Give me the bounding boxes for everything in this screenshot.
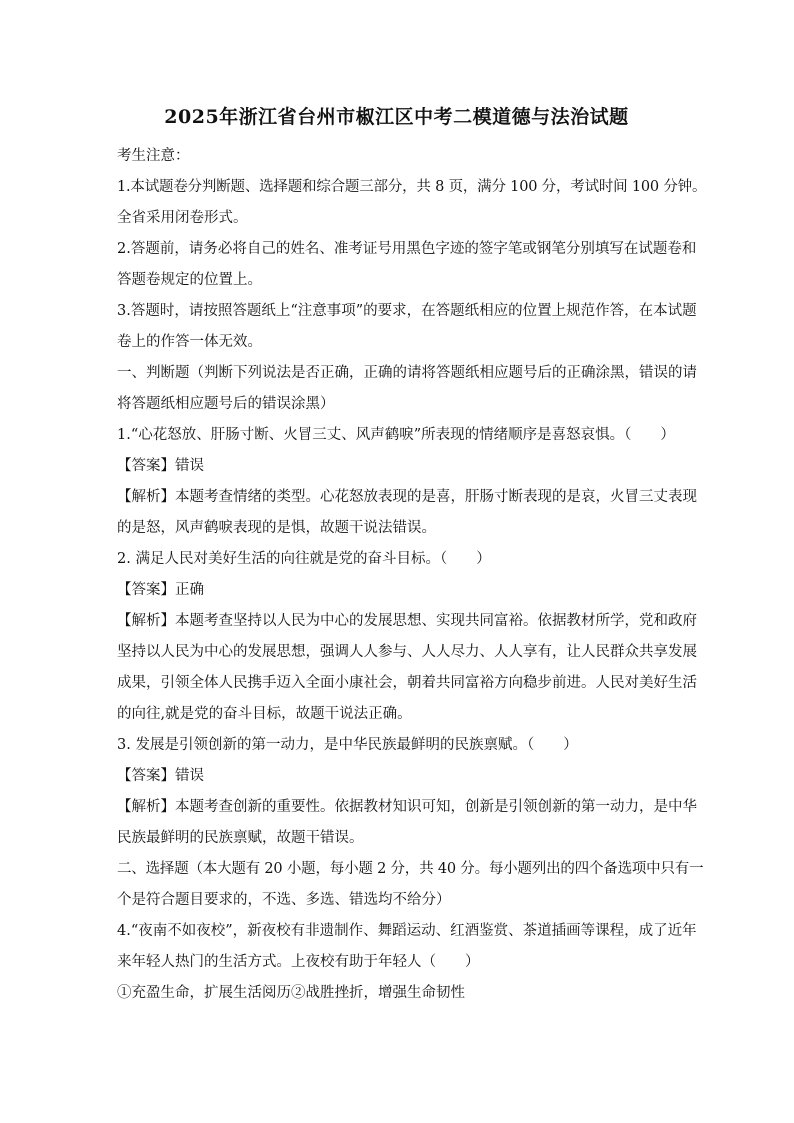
- notice-heading: 考生注意：: [117, 148, 190, 164]
- section-judgment-heading-cont: 将答题纸相应题号后的错误涂黑）: [117, 396, 335, 412]
- section-judgment-heading: 一、判断题（判断下列说法是否正确，正确的请将答题纸相应题号后的正确涂黑，错误的请: [117, 365, 697, 381]
- answer-2: 【答案】正确: [117, 582, 204, 598]
- question-1: 1.“心花怒放、肝肠寸断、火冒三丈、风声鹤唳”所表现的情绪顺序是喜怒哀惧。（ ）: [117, 427, 675, 443]
- notice-item-3: 3.答题时，请按照答题纸上“注意事项”的要求，在答题纸相应的位置上规范作答，在本试题: [117, 303, 697, 319]
- section-choice-heading-cont: 个是符合题目要求的，不选、多选、错选均不给分）: [117, 892, 451, 908]
- answer-3: 【答案】错误: [117, 768, 204, 784]
- section-choice-heading: 二、选择题（本大题有 20 小题，每小题 2 分，共 40 分。每小题列出的四个备选项中只有一: [117, 861, 704, 877]
- analysis-1: 【解析】本题考查情绪的类型。心花怒放表现的是喜，肝肠寸断表现的是哀，火冒三丈表现: [117, 489, 697, 505]
- notice-item-1: 1.本试题卷分判断题、选择题和综合题三部分，共 8 页，满分 100 分，考试时间 100 分钟。: [117, 179, 707, 195]
- analysis-2: 【解析】本题考查坚持以人民为中心的发展思想、实现共同富裕。依据教材所学，党和政府: [117, 613, 697, 629]
- question-4: 4.“夜南不如夜校”，新夜校有非遗制作、舞蹈运动、红酒鉴赏、茶道插画等课程，成了近年: [117, 923, 697, 939]
- analysis-3: 【解析】本题考查创新的重要性。依据教材知识可知，创新是引领创新的第一动力，是中华: [117, 799, 697, 815]
- question-4-options: ①充盈生命，扩展生活阅历②战胜挫折，增强生命韧性: [117, 985, 465, 1001]
- question-2: 2. 满足人民对美好生活的向往就是党的奋斗目标。（ ）: [117, 551, 491, 567]
- question-4-cont: 来年轻人热门的生活方式。上夜校有助于年轻人（ ）: [117, 954, 480, 970]
- answer-1: 【答案】错误: [117, 458, 204, 474]
- notice-item-3-cont: 卷上的作答一体无效。: [117, 334, 262, 350]
- question-3: 3. 发展是引领创新的第一动力，是中华民族最鲜明的民族禀赋。（ ）: [117, 737, 578, 753]
- notice-item-2-cont: 答题卷规定的位置上。: [117, 272, 262, 288]
- analysis-3-cont: 民族最鲜明的民族禀赋，故题干错误。: [117, 830, 364, 846]
- notice-item-1-cont: 全省采用闭卷形式。: [117, 210, 248, 226]
- notice-item-2: 2.答题前，请务必将自己的姓名、准考证号用黑色字迹的签字笔或钢笔分别填写在试题卷和: [117, 241, 697, 257]
- analysis-2-cont-1: 坚持以人民为中心的发展思想，强调人人参与、人人尽力、人人享有，让人民群众共享发展: [117, 644, 697, 660]
- analysis-1-cont: 的是怒，风声鹤唳表现的是惧，故题干说法错误。: [117, 520, 436, 536]
- document-title: 2025年浙江省台州市椒江区中考二模道德与法治试题: [164, 106, 629, 128]
- analysis-2-cont-2: 成果，引领全体人民携手迈入全面小康社会，朝着共同富裕方向稳步前进。人民对美好生活: [117, 675, 697, 691]
- analysis-2-cont-3: 的向往,就是党的奋斗目标，故题干说法正确。: [117, 706, 412, 722]
